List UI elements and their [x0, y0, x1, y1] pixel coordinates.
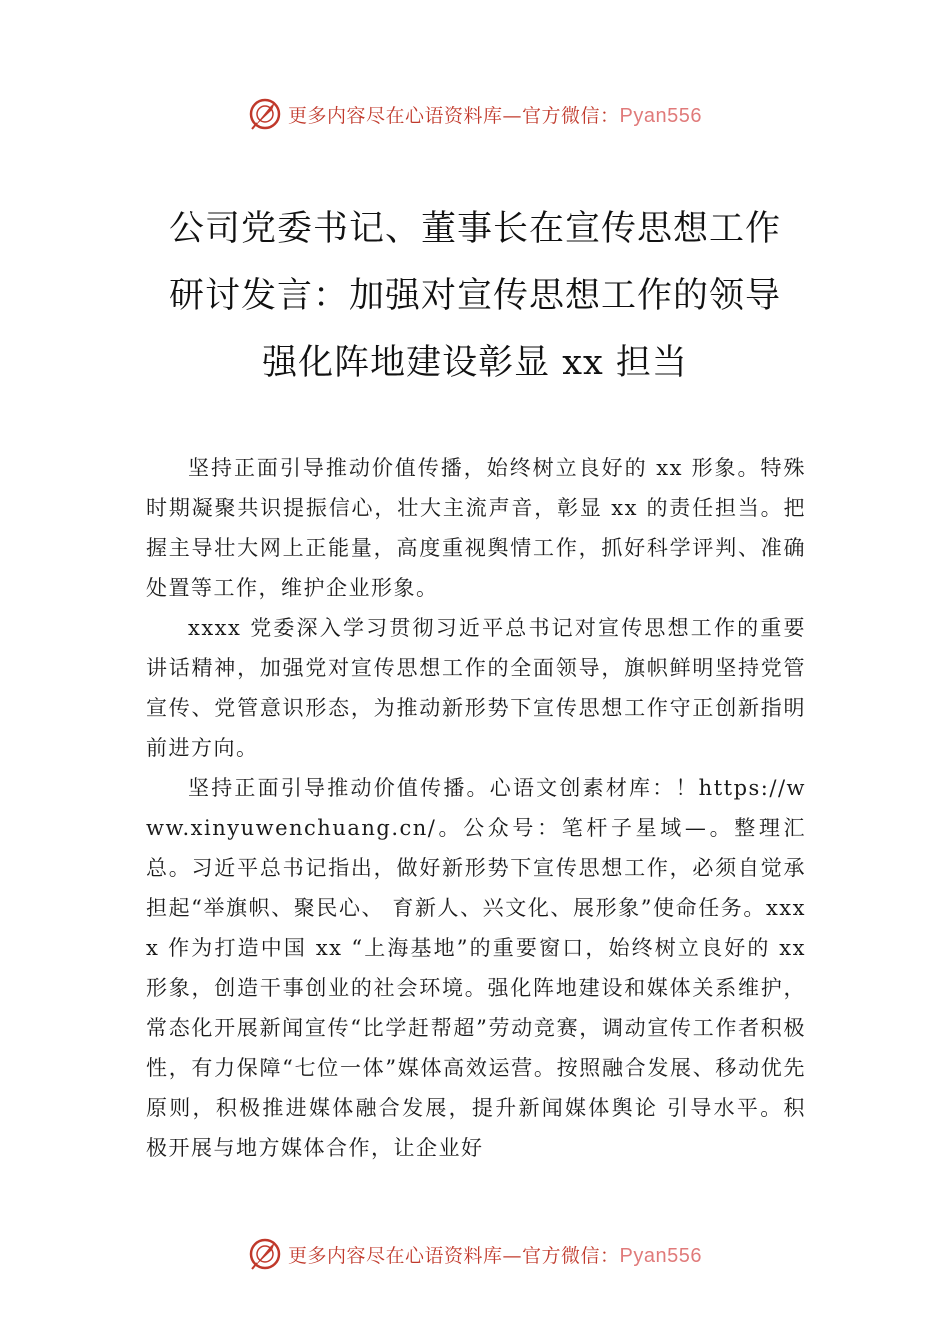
document-title: [120, 196, 830, 397]
title-line-2: 研讨发言：加强对宣传思想工作的领导: [168, 276, 781, 316]
header-banner: [0, 94, 950, 134]
footer-banner: [0, 1234, 950, 1274]
body-paragraph: xxxx 党委深入学习贯彻习近平总书记对宣传思想工作的重要讲话精神，加强党对宣传思想工作的全面领导，旗帜鲜明坚持党管宣传、党管意识形态，为推动新形势下宣传思想工作守正创新指明前进方向。: [146, 616, 806, 760]
title-line-3: 强化阵地建设彰显 xx 担当: [262, 343, 688, 383]
wechat-id: Pyan556: [619, 1244, 702, 1267]
wechat-id: Pyan556: [619, 104, 702, 127]
body-paragraph: 坚持正面引导推动价值传播。心语文创素材库：！https://www.xinyuwenchuang.cn/。公众号：笔杆子星域—。整理汇总。习近平总书记指出，做好新形势下宣传思想工作，必须自觉承担起“举旗帜、聚民心、 育新人、兴文化、展形象”使命任务。xxxx 作为打造中国 xx “上海基地”的重要窗口，始终树立良好的 xx 形象，创造干事创业的社会环境。强化阵地建设和媒体关系维护，常态化开展新闻宣传“比学赶帮超”劳动竞赛，调动宣传工作者积极性，有力保障“七位一体”媒体高效运营。按照融合发展、移动优先原则，积极推进媒体融合发展，提升新闻媒体舆论 引导水平。积极开展与地方媒体合作，让企业好: [146, 776, 806, 1160]
document-body: [146, 448, 806, 1168]
banner-text: 更多内容尽在心语资料库—官方微信：Pyan556: [288, 104, 702, 127]
body-paragraph: 坚持正面引导推动价值传播，始终树立良好的 xx 形象。特殊时期凝聚共识提振信心，壮大主流声音，彰显 xx 的责任担当。把握主导壮大网上正能量，高度重视舆情工作，抓好科学评判、准确处置等工作，维护企业形象。: [146, 456, 806, 600]
quill-circle-logo-icon: [248, 97, 282, 131]
banner-text: 更多内容尽在心语资料库—官方微信：Pyan556: [288, 1244, 702, 1267]
quill-circle-logo-icon: [248, 1237, 282, 1271]
title-line-1: 公司党委书记、董事长在宣传思想工作: [168, 209, 781, 249]
